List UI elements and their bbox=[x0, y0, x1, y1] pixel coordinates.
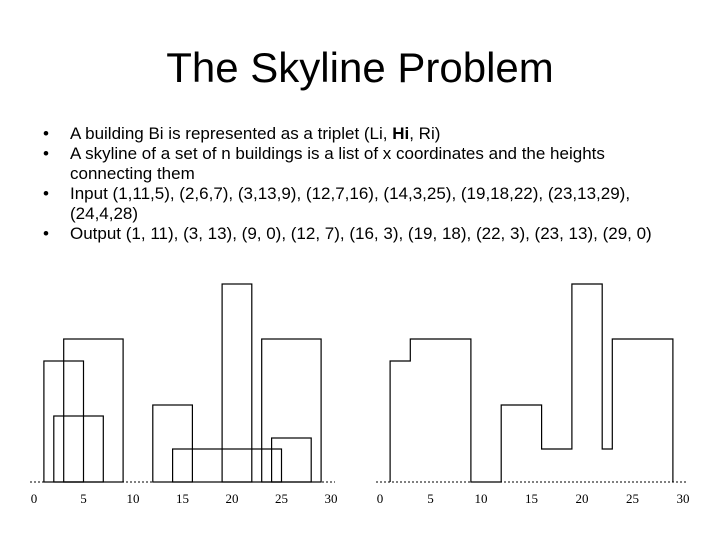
left-x-tick-label: 5 bbox=[80, 491, 87, 506]
slide-title: The Skyline Problem bbox=[166, 44, 554, 91]
right-x-tick-label: 30 bbox=[676, 491, 690, 506]
right-x-tick-label: 0 bbox=[376, 491, 384, 506]
bullet-item: • A building Bi is represented as a triplet (Li, Hi, Ri) bbox=[36, 124, 676, 144]
right-x-tick-label: 25 bbox=[626, 491, 639, 506]
right-x-tick-label: 10 bbox=[474, 491, 488, 506]
left-x-tick-label: 20 bbox=[225, 491, 239, 506]
bullet-dot: • bbox=[43, 184, 49, 203]
bullet-item: • Input (1,11,5), (2,6,7), (3,13,9), (12,7,16), (14,3,25), (19,18,22), (23,13,29), (24,4,28) bbox=[36, 184, 676, 224]
building-6 bbox=[222, 284, 252, 482]
left-x-tick-label: 15 bbox=[176, 491, 189, 506]
building-5 bbox=[173, 449, 282, 482]
left-x-tick-label: 30 bbox=[324, 491, 338, 506]
bullet-dot: • bbox=[43, 144, 49, 163]
right-x-tick-label: 15 bbox=[525, 491, 538, 506]
left-x-tick-label: 0 bbox=[30, 491, 38, 506]
left-x-tick-label: 25 bbox=[275, 491, 288, 506]
building-8 bbox=[272, 438, 312, 482]
bullet-item: • Output (1, 11), (3, 13), (9, 0), (12, 7), (16, 3), (19, 18), (22, 3), (23, 13), (29, 0) bbox=[36, 224, 676, 244]
building-2 bbox=[54, 416, 104, 482]
left-x-tick-label: 10 bbox=[126, 491, 140, 506]
building-7 bbox=[262, 339, 321, 482]
bullet-dot: • bbox=[43, 124, 49, 143]
right-x-tick-label: 20 bbox=[575, 491, 589, 506]
bullet-item: • A skyline of a set of n buildings is a list of x coordinates and the heights connecting them bbox=[36, 144, 676, 184]
right-x-tick-label: 5 bbox=[427, 491, 434, 506]
bullet-dot: • bbox=[43, 224, 49, 243]
skyline-outline bbox=[390, 284, 673, 482]
